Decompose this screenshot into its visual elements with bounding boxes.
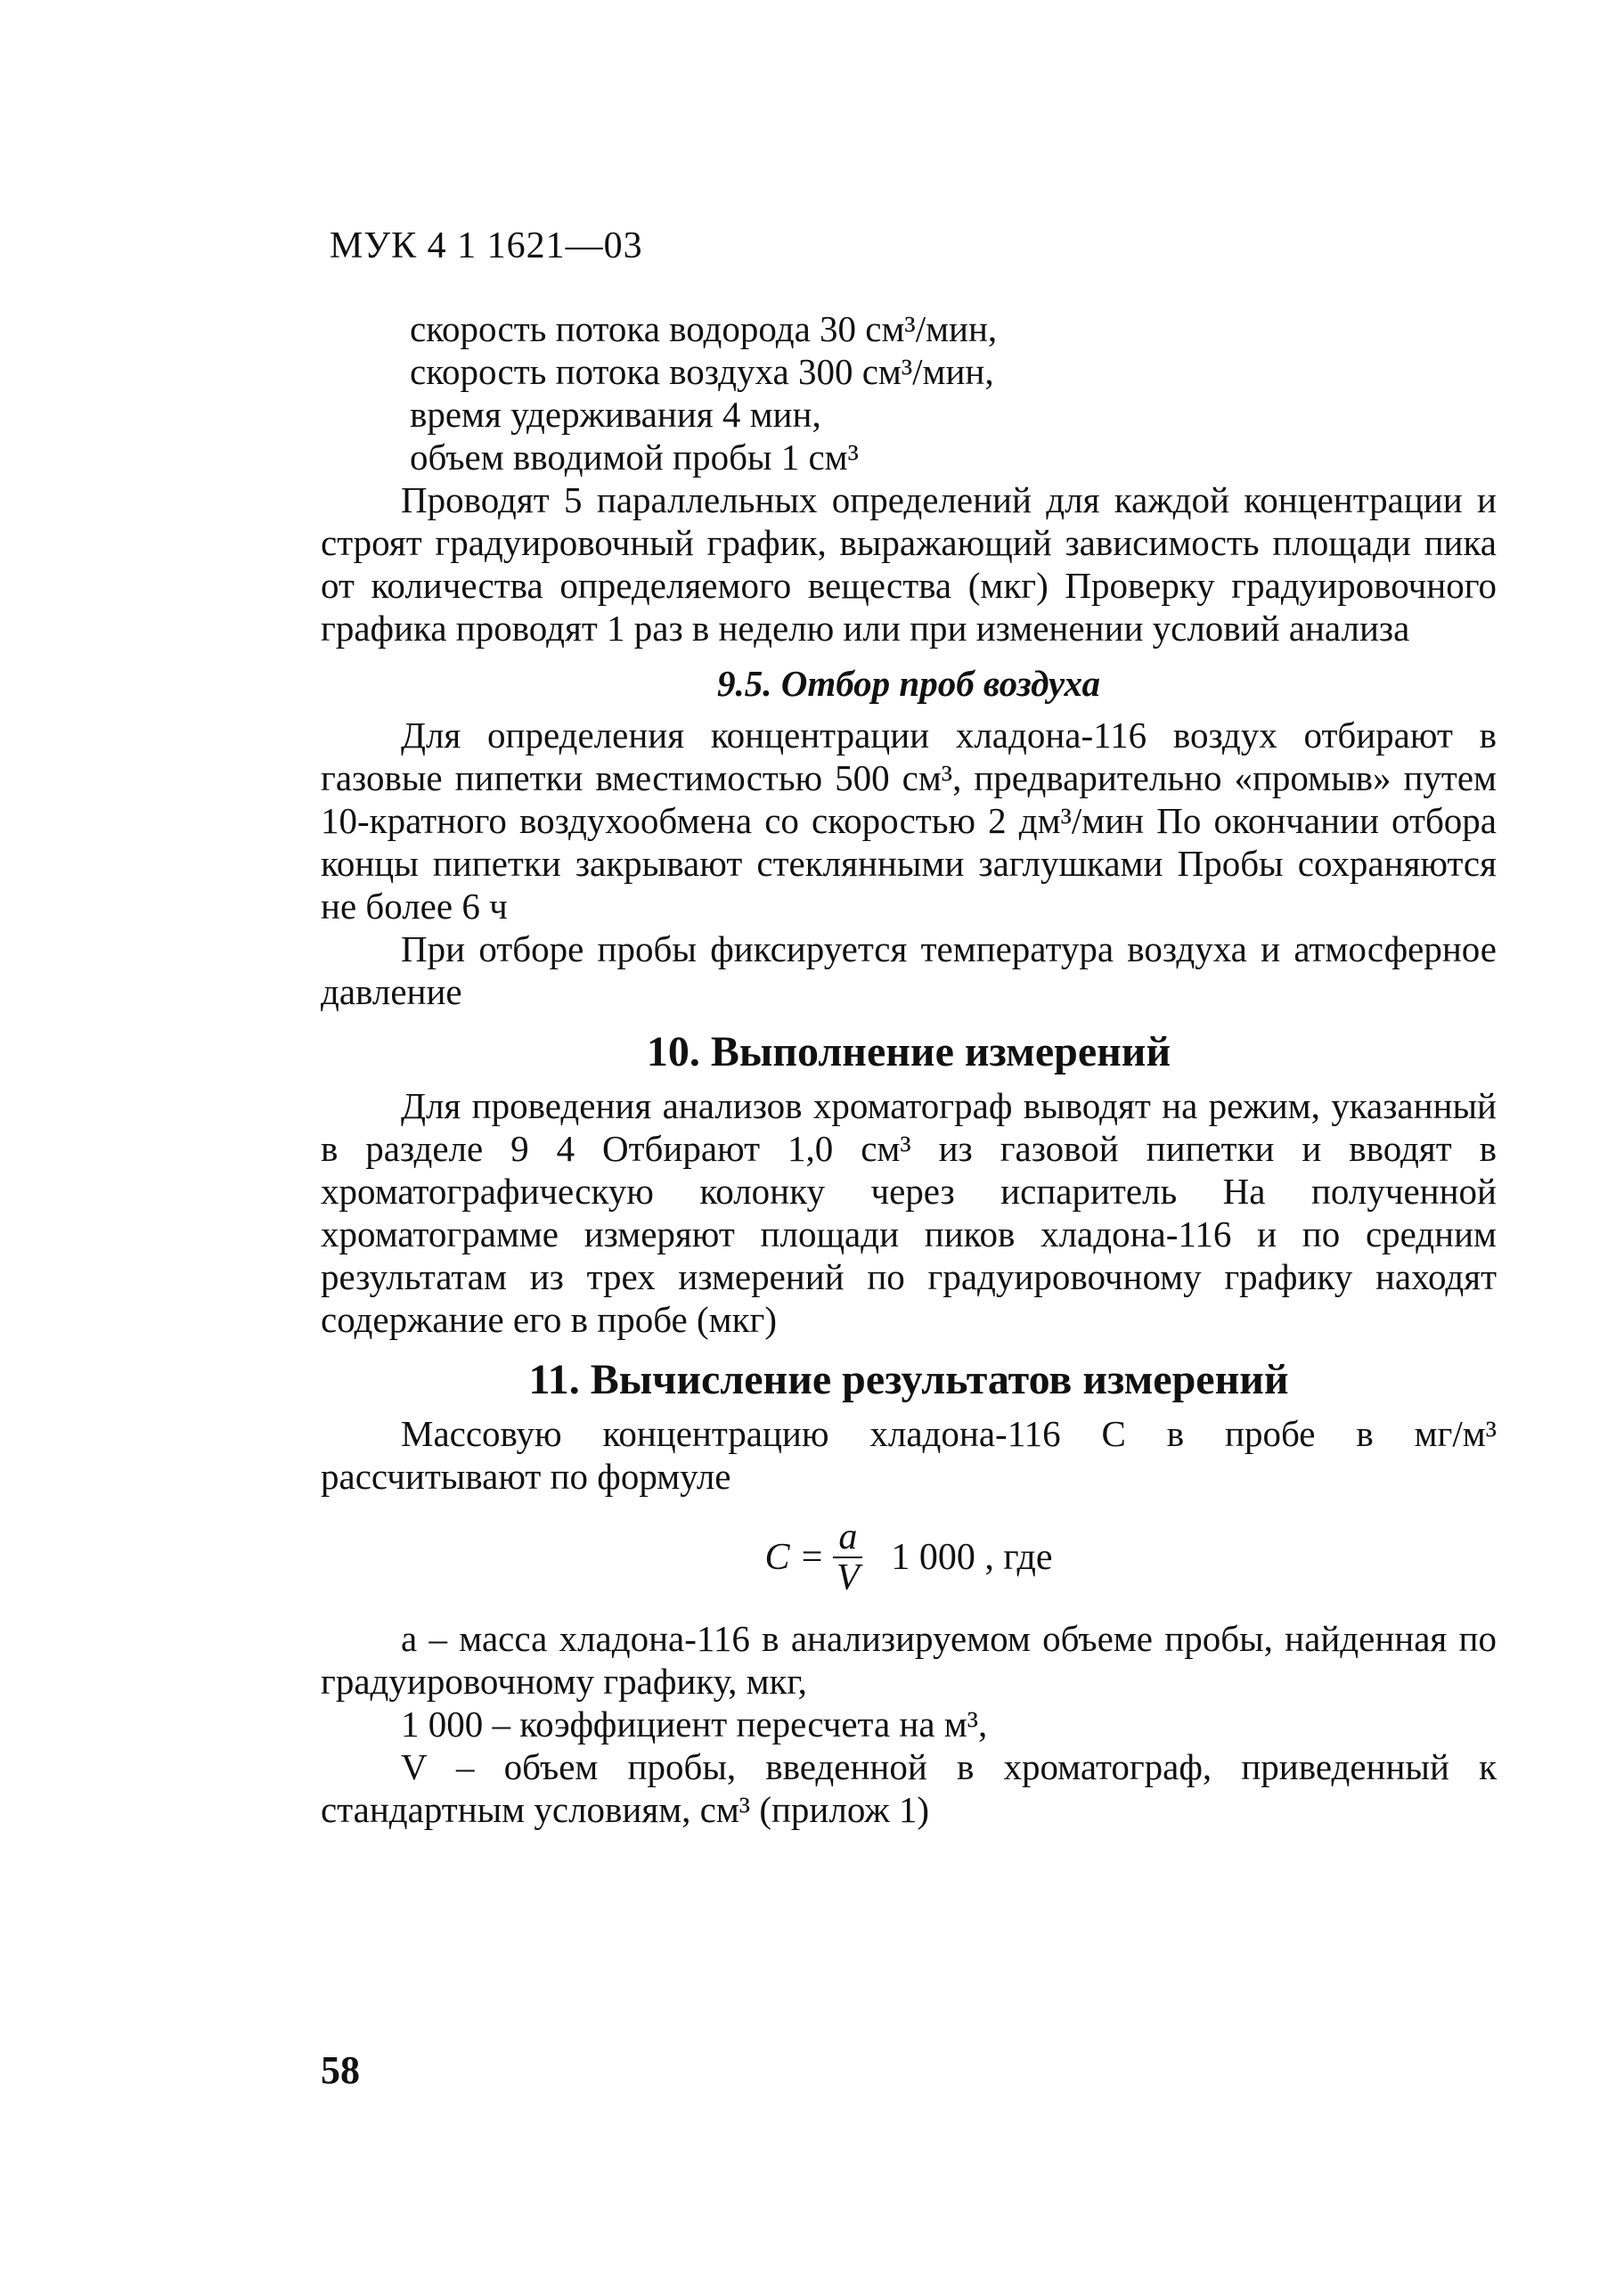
formula-rest: 1 000 , где	[891, 1537, 1053, 1578]
formula-lhs: C =	[764, 1537, 825, 1578]
condition-hydrogen-flow: скорость потока водорода 30 см³/мин,	[410, 308, 998, 349]
concentration-formula	[321, 1517, 1497, 1598]
section-10-paragraph: Для проведения анализов хроматограф выводят на режим, указанный в разделе 9 4 Отбирают 1,0 см³ из газовой пипетки и вводят в хроматографическую колонку через испаритель На полученной хроматограмме измеряют площади пиков хладона-116 и по средним результатам из трех измерений по градуировочному графику находят содержание его в пробе (мкг)	[321, 1085, 1497, 1340]
condition-air-flow: скорость потока воздуха 300 см³/мин,	[410, 351, 994, 392]
legend-item-a: a – масса хладона-116 в анализируемом объеме пробы, найденная по градуировочному графику, мкг,	[321, 1618, 1497, 1702]
page-content	[321, 307, 1497, 1831]
chromatography-conditions-list	[410, 307, 1497, 478]
legend-item-v: V – объем пробы, введенной в хроматограф, приведенный к стандартным условиям, см³ (прилож 1)	[321, 1746, 1497, 1830]
legend-item-1000: 1 000 – коэффициент пересчета на м³,	[401, 1704, 988, 1745]
formula-numerator: a	[833, 1517, 862, 1558]
formula-denominator: V	[836, 1557, 860, 1598]
section-11-paragraph: Массовую концентрацию хладона-116 C в пробе в мг/м³ рассчитывают по формуле	[321, 1413, 1497, 1497]
condition-retention-time: время удерживания 4 мин,	[410, 394, 821, 435]
calibration-paragraph: Проводят 5 параллельных определений для каждой концентрации и строят градуировочный график, выражающий зависимость площади пика от количества определяемого вещества (мкг) Проверку градуировочного графика проводят 1 раз в неделю или при изменении условий анализа	[321, 479, 1497, 649]
section-9-5-paragraph-1: Для определения концентрации хладона-116 воздух отбирают в газовые пипетки вместимостью 500 см³, предварительно «промыв» путем 10-кратного воздухообмена со скоростью 2 дм³/мин По окончании отбора концы пипетки закрывают стеклянными заглушками Пробы сохраняются не более 6 ч	[321, 715, 1497, 927]
section-11-title: 11. Вычисление результатов измерений	[528, 1356, 1289, 1403]
condition-sample-volume: объем вводимой пробы 1 см³	[410, 437, 859, 478]
formula-legend	[321, 1617, 1497, 1831]
document-header: МУК 4 1 1621—03	[330, 225, 643, 266]
formula-fraction	[833, 1517, 862, 1598]
section-9-5-paragraph-2: При отборе пробы фиксируется температура воздуха и атмосферное давление	[321, 928, 1497, 1012]
page-number: 58	[321, 2048, 360, 2092]
section-9-5-title: 9.5. Отбор проб воздуха	[716, 663, 1101, 704]
section-10-title: 10. Выполнение измерений	[646, 1028, 1171, 1075]
